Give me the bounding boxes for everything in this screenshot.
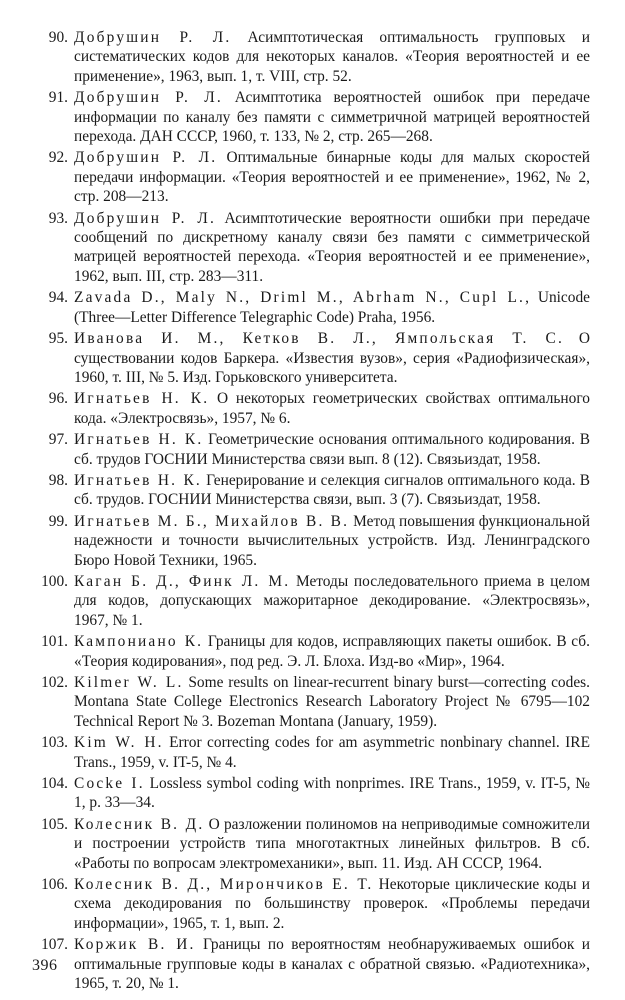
ref-number: 100.: [41, 572, 68, 590]
ref-body: [74, 389, 590, 428]
list-item: [30, 288, 590, 327]
list-item: [30, 209, 590, 287]
ref-number: 91.: [48, 89, 68, 107]
ref-text: Генерирование и селекция сигналов оптимального кода. В сб. трудов. ГОСНИИ Министерства связи, вып. 3 (7). Связьиздат, 1958.: [74, 471, 591, 509]
list-item: [30, 430, 590, 469]
ref-number: 101.: [41, 633, 68, 651]
ref-body: [74, 935, 590, 993]
ref-number: 90.: [48, 29, 68, 46]
list-item: [30, 28, 590, 86]
ref-body: [74, 28, 590, 86]
list-item: [30, 148, 590, 206]
ref-number: 93.: [48, 209, 68, 227]
ref-author: Добрушин Р. Л.: [74, 209, 217, 227]
list-item: [30, 815, 590, 873]
ref-body: [74, 288, 590, 327]
ref-body: [74, 209, 590, 287]
ref-author: Добрушин Р. Л.: [74, 89, 223, 107]
list-item: [30, 471, 590, 510]
ref-body: [74, 88, 590, 146]
list-item: [30, 875, 590, 933]
list-item: [30, 935, 590, 993]
list-item: [30, 389, 590, 428]
ref-text: Error correcting codes for am asymmetric nonbinary channel. IRE Trans., 1959, v. IT-5, № 4.: [74, 734, 590, 771]
ref-number: 106.: [41, 876, 68, 894]
ref-number: 105.: [41, 815, 68, 833]
ref-author: Kilmer W. L.: [74, 674, 184, 691]
ref-number: 94.: [48, 289, 68, 307]
ref-author: Колесник В. Д., Мирончиков Е. Т.: [74, 876, 374, 894]
ref-text: Геометрические основания оптимального кодирования. В сб. трудов ГОСНИИ Министерства связи вып. 8 (12). Связьиздат, 1958.: [74, 431, 591, 468]
ref-author: Игнатьев Н. К.: [74, 471, 202, 489]
list-item: [30, 572, 590, 630]
ref-number: 104.: [41, 775, 68, 793]
ref-text: Границы для кодов, исправляющих пакеты ошибок. В сб. «Теория кодирования», под ред. Э. Л. Блоха. Изд-во «Мир», 1964.: [74, 633, 590, 670]
ref-number: 99.: [48, 512, 68, 530]
ref-text: Методы последовательного приема в целом для кодов, допускающих мажоритарное декодирование. «Электросвязь», 1967, № 1.: [74, 572, 590, 629]
ref-body: [74, 148, 590, 206]
ref-body: [74, 875, 590, 933]
ref-body: [74, 815, 590, 873]
ref-author: Kim W. H.: [74, 734, 164, 752]
ref-author: Zavada D., Maly N., Driml M., Abrham N., Cupl L.,: [74, 289, 532, 307]
ref-text: Некоторые циклические коды и схема декодирования по большинству проверок. «Проблемы передачи информации», 1965, т. 1, вып. 2.: [74, 876, 590, 932]
ref-body: [74, 430, 590, 469]
ref-number: 92.: [48, 149, 68, 167]
reference-list: [30, 28, 590, 996]
ref-text: Some results on linear-recurrent binary burst—correcting codes. Montana State College Electronics Research Laboratory Project № 6795—102 Technical Report № 3. Bozeman Montana (January, 1959).: [74, 674, 590, 730]
ref-body: [74, 512, 590, 570]
ref-author: Добрушин Р. Л.: [74, 149, 218, 167]
list-item: [30, 673, 590, 731]
ref-text: Оптимальные бинарные коды для малых скоростей передачи информации. «Теория вероятностей и ее применение», 1962, № 2, стр. 208—213.: [74, 149, 590, 206]
list-item: [30, 632, 590, 671]
ref-number: 103.: [41, 734, 68, 752]
ref-author: Кампониано К.: [74, 633, 204, 651]
ref-author: Игнатьев Н. К.: [74, 431, 204, 449]
ref-author: Колесник В. Д.: [74, 815, 205, 833]
list-item: [30, 329, 590, 387]
ref-body: [74, 774, 590, 813]
ref-number: 96.: [48, 390, 68, 408]
ref-text: Асимптотическая оптимальность групповых и систематических кодов для некоторых каналов. «Теория вероятностей и ее применение», 1963, вып. 1, т. VIII, стр. 52.: [74, 29, 590, 85]
ref-text: Lossless symbol coding with nonprimes. IRE Trans., 1959, v. IT-5, № 1, p. 33—34.: [74, 775, 590, 812]
ref-body: [74, 572, 590, 630]
ref-text: Метод повышения функциональной надежности и точности вычислительных устройств. Изд. Ленинградского Бюро Новой Техники, 1965.: [74, 512, 590, 569]
ref-author: Коржик В. И.: [74, 936, 196, 954]
ref-text: Асимптотические вероятности ошибки при передаче сообщений по дискретному каналу связи без памяти с симметрической матрицей вероятностей перехода. «Теория вероятностей и ее применение», 1962, вып. III, стр. 283—311.: [74, 209, 590, 285]
page-number: 396: [32, 957, 58, 974]
ref-text: Unicode (Three—Letter Difference Telegraphic Code) Praha, 1956.: [74, 289, 590, 326]
ref-text: Границы по вероятностям необнаруживаемых ошибок и оптимальные групповые коды в каналах с обратной связью. «Радиотехника», 1965, т. 20, № 1.: [74, 936, 590, 993]
ref-author: Cocke I.: [74, 775, 145, 793]
ref-body: [74, 632, 590, 671]
ref-number: 107.: [41, 936, 68, 954]
ref-author: Игнатьев Н. К.: [74, 390, 210, 408]
ref-body: [74, 733, 590, 772]
list-item: [30, 88, 590, 146]
list-item: [30, 774, 590, 813]
ref-number: 102.: [41, 674, 68, 691]
ref-text: Асимптотика вероятностей ошибок при передаче информации по каналу без памяти с симметричной матрицей вероятностей перехода. ДАН СССР, 1960, т. 133, № 2, стр. 265—268.: [74, 89, 590, 146]
ref-author: Добрушин Р. Л.: [74, 29, 232, 46]
ref-author: Иванова И. М., Кетков В. Л., Ямпольская Т. С.: [74, 330, 565, 348]
list-item: [30, 733, 590, 772]
ref-number: 98.: [48, 471, 68, 489]
ref-body: [74, 329, 590, 387]
ref-number: 95.: [48, 330, 68, 348]
ref-text: О некоторых геометрических свойствах оптимального кода. «Электросвязь», 1957, № 6.: [74, 390, 590, 427]
ref-text: О разложении полиномов на неприводимые сомножители и построении устройств типа многотактных линейных фильтров. В сб. «Работы по вопросам электромеханики», вып. 11. Изд. АН СССР, 1964.: [74, 815, 590, 872]
ref-author: Каган Б. Д., Финк Л. М.: [74, 572, 291, 590]
ref-body: [74, 673, 590, 731]
ref-body: [74, 471, 590, 510]
ref-author: Игнатьев М. Б., Михайлов В. В.: [74, 512, 350, 530]
list-item: [30, 512, 590, 570]
ref-text: О существовании кодов Баркера. «Известия вузов», серия «Радиофизическая», 1960, т. III, № 5. Изд. Горьковского университета.: [74, 330, 590, 386]
ref-number: 97.: [48, 431, 68, 449]
